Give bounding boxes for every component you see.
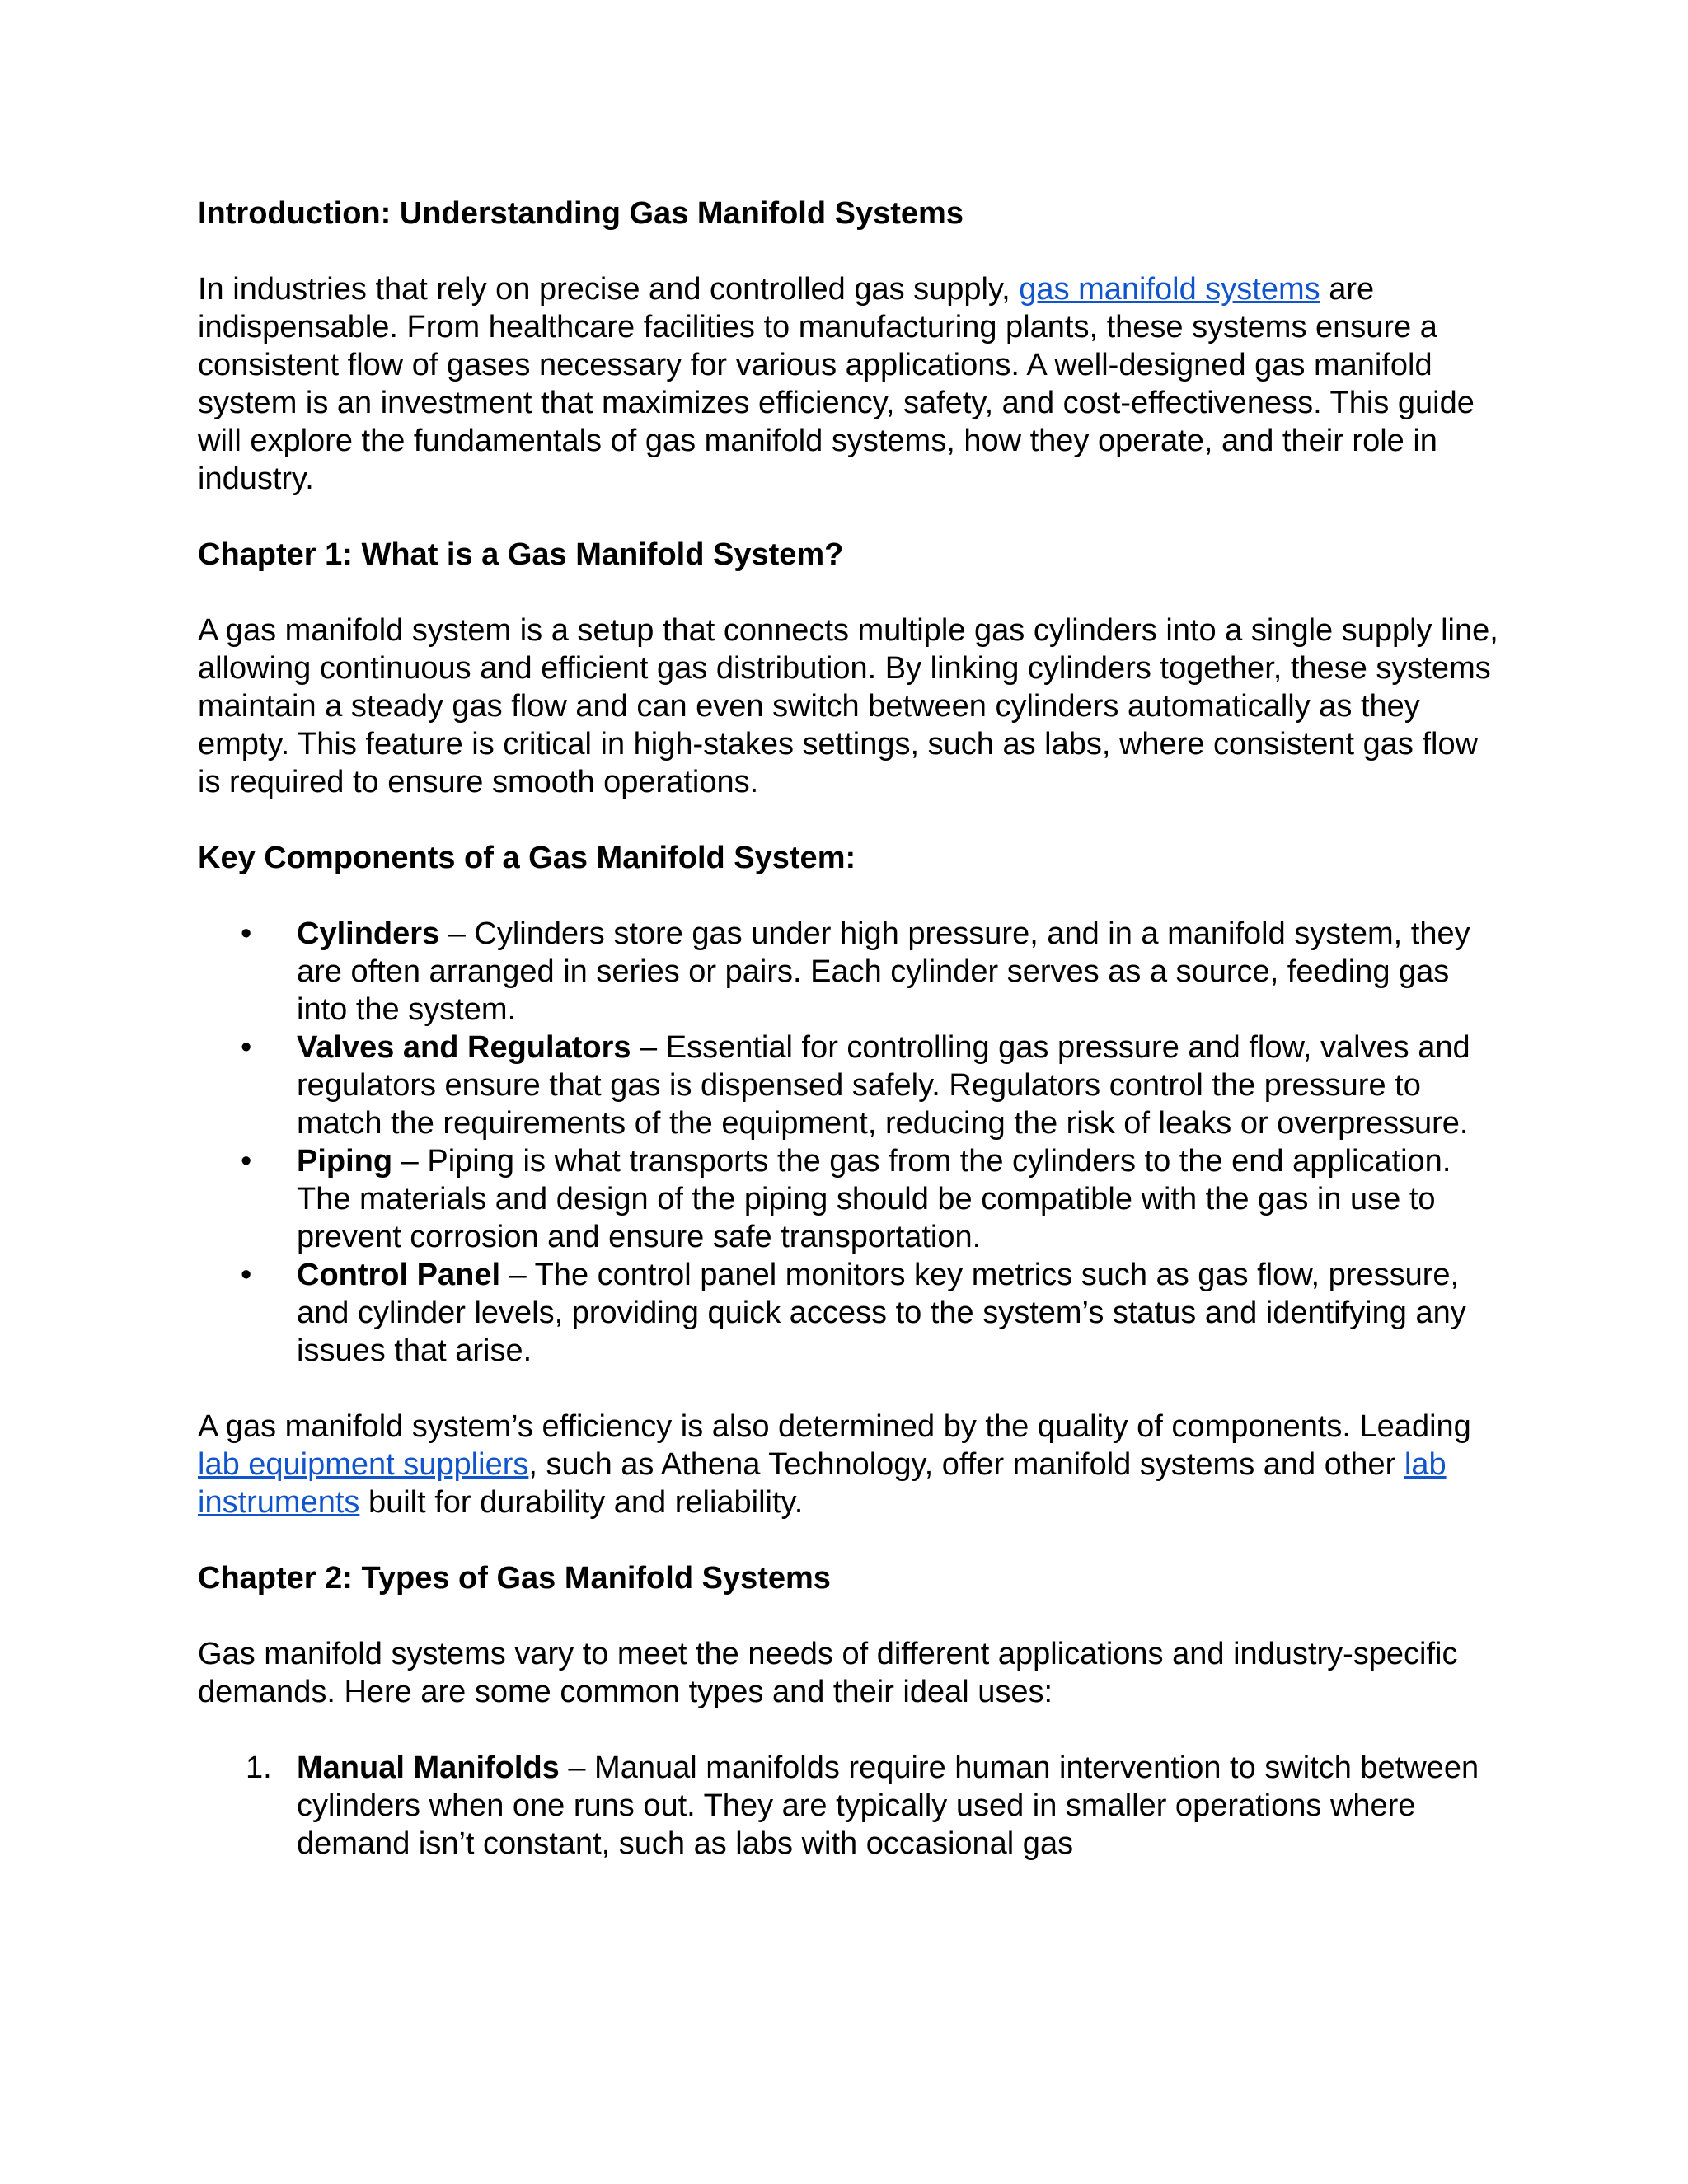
- item-term: Piping: [297, 1144, 393, 1179]
- intro-heading: Introduction: Understanding Gas Manifold Systems: [198, 196, 964, 231]
- list-item: [198, 1142, 1500, 1256]
- intro-text-start: In industries that rely on precise and controlled gas supply,: [198, 272, 1020, 307]
- item-term: Control Panel: [297, 1258, 501, 1292]
- components-heading: Key Components of a Gas Manifold System:: [198, 841, 856, 875]
- lab-instruments-link[interactable]: lab instruments: [198, 1447, 1447, 1520]
- item-term: Manual Manifolds: [297, 1750, 560, 1785]
- lab-equipment-suppliers-link[interactable]: lab equipment suppliers: [198, 1447, 529, 1482]
- efficiency-paragraph: [198, 1408, 1500, 1521]
- chapter2-heading: Chapter 2: Types of Gas Manifold Systems: [198, 1561, 831, 1596]
- gas-manifold-systems-link[interactable]: gas manifold systems: [1019, 272, 1320, 307]
- bullet-marker: •: [241, 1144, 252, 1179]
- number-marker: 1.: [246, 1750, 272, 1785]
- efficiency-text-end: built for durability and reliability.: [359, 1485, 804, 1520]
- intro-text-end: are indispensable. From healthcare facilities to manufacturing plants, these systems ensure a consistent flow of gases necessary for various applications. A well-designed gas manifold system is an investment that maximizes efficiency, safety, and cost-effectiveness. This guide will explore the fundamentals of gas manifold systems, how they operate, and their role in industry.: [198, 272, 1475, 496]
- manifold-types-list: [198, 1749, 1500, 1863]
- item-text: – Essential for controlling gas pressure and flow, valves and regulators ensure that gas is dispensed safely. Regulators control the pressure to match the requirements of the equipment, reducing the risk of leaks or overpressure.: [297, 1030, 1470, 1141]
- bullet-marker: •: [241, 916, 252, 951]
- item-text: – The control panel monitors key metrics such as gas flow, pressure, and cylinder levels, providing quick access to the system’s status and identifying any issues that arise.: [297, 1258, 1466, 1368]
- intro-paragraph: [198, 270, 1500, 498]
- bullet-marker: •: [241, 1258, 252, 1292]
- item-term: Valves and Regulators: [297, 1030, 631, 1065]
- components-list: [198, 915, 1500, 1370]
- list-item: [198, 1749, 1500, 1863]
- item-text: – Manual manifolds require human intervention to switch between cylinders when one runs out. They are typically used in smaller operations where demand isn’t constant, such as labs with occasional gas: [297, 1750, 1479, 1861]
- item-term: Cylinders: [297, 916, 440, 951]
- efficiency-text-mid: , such as Athena Technology, offer manifold systems and other: [528, 1447, 1404, 1482]
- list-item: [198, 915, 1500, 1029]
- efficiency-text-start: A gas manifold system’s efficiency is also determined by the quality of components. Leading: [198, 1409, 1471, 1444]
- chapter1-heading: Chapter 1: What is a Gas Manifold System?: [198, 537, 844, 572]
- chapter2-paragraph: Gas manifold systems vary to meet the needs of different applications and industry-specific demands. Here are some common types and their ideal uses:: [198, 1637, 1458, 1709]
- item-text: – Piping is what transports the gas from the cylinders to the end application. The materials and design of the piping should be compatible with the gas in use to prevent corrosion and ensure safe transportation.: [297, 1144, 1451, 1254]
- bullet-marker: •: [241, 1030, 252, 1065]
- document-page: [198, 194, 1500, 1863]
- list-item: [198, 1256, 1500, 1370]
- list-item: [198, 1029, 1500, 1142]
- item-text: – Cylinders store gas under high pressure, and in a manifold system, they are often arranged in series or pairs. Each cylinder serves as a source, feeding gas into the system.: [297, 916, 1470, 1027]
- chapter1-paragraph: A gas manifold system is a setup that connects multiple gas cylinders into a single supply line, allowing continuous and efficient gas distribution. By linking cylinders together, these systems maintain a steady gas flow and can even switch between cylinders automatically as they empty. This feature is critical in high-stakes settings, such as labs, where consistent gas flow is required to ensure smooth operations.: [198, 613, 1498, 799]
